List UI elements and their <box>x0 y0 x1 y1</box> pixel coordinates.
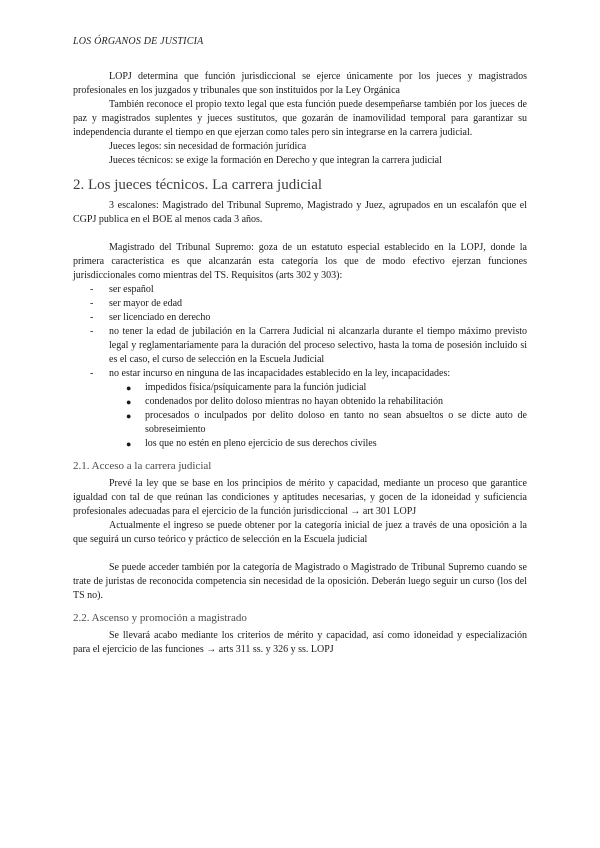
escalones-paragraph: 3 escalones: Magistrado del Tribunal Supremo, Magistrado y Juez, agrupados en un escalafón que el CGPJ publica en el BOE al menos cada 3 años. <box>73 200 527 225</box>
list-item-text: ser mayor de edad <box>109 298 183 309</box>
ascenso-paragraph: Se llevará acabo mediante los criterios de mérito y capacidad, así como idoneidad y especialización para el ejercicio de las funciones → arts 311 ss. y 326 y ss. LOPJ <box>73 630 527 655</box>
list-item-text: impedidos física/psíquicamente para la función judicial <box>145 382 367 393</box>
list-item <box>73 395 527 409</box>
list-item-text: condenados por delito doloso mientras no hayan obtenido la rehabilitación <box>145 396 443 407</box>
bullet-marker: ● <box>126 383 132 393</box>
list-item <box>73 311 527 325</box>
list-item-text: procesados o inculpados por delito doloso en tanto no sean absueltos o se dicte auto de sobreseimiento <box>145 410 527 435</box>
requisitos-list <box>73 283 527 451</box>
jueces-tecnicos-line: Jueces técnicos: se exige la formación en Derecho y que integran la carrera judicial <box>109 155 442 166</box>
intro-paragraph-1: LOPJ determina que función jurisdiccional se ejerce únicamente por los jueces y magistrados profesionales en los juzgados y tribunales que son instituidos por la Ley Orgánica <box>73 71 527 96</box>
intro-paragraph-2: También reconoce el propio texto legal que esta función puede desempeñarse también por los jueces de paz y magistrados suplentes y jueces sustitutos, que gozarán de inamovilidad temporal para garantizar su independencia durante el tiempo en que ejerzan como tales pero sin integrarse en la carrera judicial. <box>73 99 527 138</box>
incapacidades-list <box>73 381 527 451</box>
spacer <box>73 547 527 561</box>
list-item-text: ser español <box>109 284 154 295</box>
bullet-marker: ● <box>126 439 132 449</box>
list-item-text: ser licenciado en derecho <box>109 312 211 323</box>
spacer <box>73 227 527 241</box>
document-body <box>73 70 527 657</box>
list-item <box>73 283 527 297</box>
acceso-paragraph-2: Actualmente el ingreso se puede obtener por la categoría inicial de juez a través de una oposición a la que seguirá un curso teórico y práctico de selección en la Escuela judicial <box>73 520 527 545</box>
dash-marker: - <box>90 312 94 323</box>
dash-marker: - <box>90 326 94 337</box>
dash-marker: - <box>90 298 94 309</box>
jueces-legos-line: Jueces legos: sin necesidad de formación jurídica <box>109 141 307 152</box>
section-2-2-heading: 2.2. Ascenso y promoción a magistrado <box>73 612 247 624</box>
acceso-paragraph-1: Prevé la ley que se base en los principios de mérito y capacidad, mediante un proceso que garantice igualdad con tal de que reúnan las condiciones y aptitudes necesarias, y gocen de la idoneidad y suficiencia profesionales adecuadas para el ejercicio de la función jurisdiccional → art 301 LOPJ <box>73 478 527 517</box>
magistrado-ts-paragraph: Magistrado del Tribunal Supremo: goza de un estatuto especial establecido en la LOPJ, donde la primera característica es que alcanzarán esta categoría los que de modo efectivo ejerzan funciones jurisdiccionales como mientras del TS. Requisitos (arts 302 y 303): <box>73 242 527 281</box>
running-header: LOS ÓRGANOS DE JUSTICIA <box>73 36 204 47</box>
section-2-1-heading: 2.1. Acceso a la carrera judicial <box>73 460 212 472</box>
bullet-marker: ● <box>126 397 132 407</box>
section-2-heading: 2. Los jueces técnicos. La carrera judicial <box>73 177 323 193</box>
list-item <box>73 437 527 451</box>
list-item <box>73 381 527 395</box>
dash-marker: - <box>90 284 94 295</box>
acceso-paragraph-3: Se puede acceder también por la categoría de Magistrado o Magistrado de Tribunal Supremo cuando se trate de juristas de reconocida competencia sin necesidad de la oposición. Deberán luego seguir un curso (los del TS no). <box>73 562 527 601</box>
list-item-text: no tener la edad de jubilación en la Carrera Judicial ni alcanzarla durante el tiempo máximo previsto legal y reglamentariamente para la duración del proceso selectivo, hasta la toma de posesión incluido si es el caso, el curso de selección en la Escuela Judicial <box>109 326 527 365</box>
list-item <box>73 325 527 367</box>
list-item-text: los que no estén en pleno ejercicio de sus derechos civiles <box>145 438 377 449</box>
list-item <box>73 297 527 311</box>
bullet-marker: ● <box>126 411 132 421</box>
dash-marker: - <box>90 368 94 379</box>
list-item <box>73 409 527 437</box>
list-item-text: no estar incurso en ninguna de las incapacidades establecido en la ley, incapacidades: <box>109 368 451 379</box>
list-item <box>73 367 527 451</box>
